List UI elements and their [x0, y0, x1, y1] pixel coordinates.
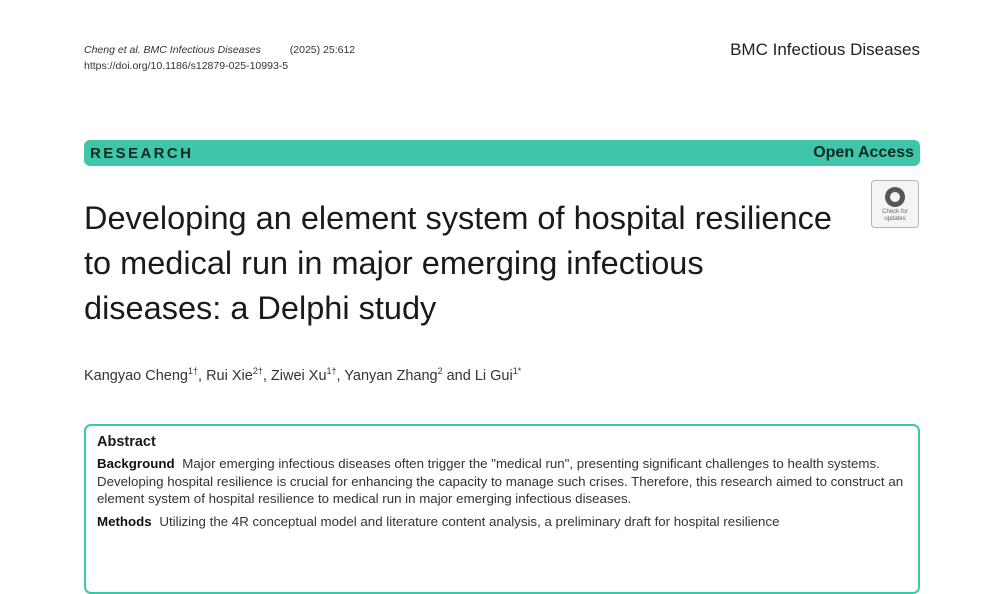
citation-journal: BMC Infectious Diseases [143, 44, 261, 56]
author-separator: , [198, 367, 207, 384]
article-type-label: RESEARCH [90, 144, 194, 162]
author-name[interactable]: Ziwei Xu [270, 367, 327, 384]
author-affiliation: 2 [437, 366, 443, 376]
abstract-heading: Abstract [97, 434, 156, 450]
check-for-updates-icon [885, 187, 905, 207]
citation-block [84, 42, 355, 74]
author-separator: , [336, 367, 345, 384]
abstract-box [84, 424, 920, 594]
abstract-background [97, 455, 906, 508]
author-affiliation: 1† [326, 366, 337, 376]
methods-text: Utilizing the 4R conceptual model and literature content analysis, a preliminary draft for hospital resilience [159, 513, 780, 529]
citation-line [84, 42, 355, 58]
open-access-label: Open Access [813, 144, 914, 161]
author-affiliation: 1† [188, 366, 199, 376]
author-affiliation: 1* [512, 366, 522, 376]
abstract-methods [97, 513, 906, 531]
citation-year-volume: (2025) 25:612 [289, 44, 356, 56]
author-list [84, 366, 521, 384]
author-affiliation: 2† [252, 366, 263, 376]
check-for-updates-label: Check for updates [882, 209, 908, 222]
doi-link[interactable]: https://doi.org/10.1186/s12879-025-10993-5 [84, 60, 289, 72]
author-name[interactable]: Li Gui [474, 367, 513, 384]
journal-name: BMC Infectious Diseases [730, 40, 920, 59]
methods-label: Methods [97, 513, 152, 529]
background-label: Background [97, 456, 175, 471]
author-name[interactable]: Kangyao Cheng [84, 367, 188, 384]
citation-authors: Cheng et al. [84, 44, 141, 56]
check-for-updates-button[interactable] [871, 180, 919, 228]
article-title: Developing an element system of hospital resilience to medical run in major emerging infectious diseases: a Delphi study [84, 200, 832, 326]
author-name[interactable]: Yanyan Zhang [344, 367, 438, 384]
author-separator: and [442, 367, 475, 384]
background-text: Major emerging infectious diseases often trigger the "medical run", presenting significant challenges to health systems. Developing hospital resilience is crucial for enhancing the capacity to manage such crises. Therefore, this research aimed to construct an element system of hospital resilience to medical run in major emerging infectious diseases. [97, 456, 904, 506]
author-separator: , [262, 367, 271, 384]
author-name[interactable]: Rui Xie [206, 367, 253, 384]
article-type-banner [84, 140, 920, 166]
